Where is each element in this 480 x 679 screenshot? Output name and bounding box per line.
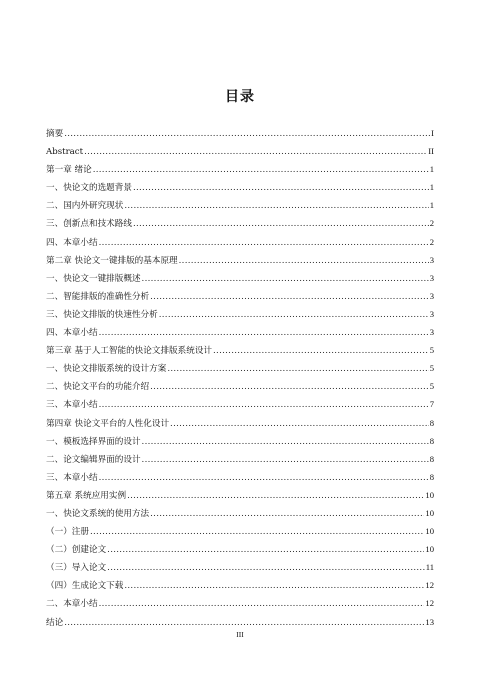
leader-dots: [150, 378, 429, 396]
toc-entry-page: 5: [429, 381, 434, 392]
leader-dots: [167, 360, 428, 378]
toc-entry-label: 结论: [46, 617, 64, 628]
toc-entry[interactable]: [46, 450, 434, 468]
toc-entry[interactable]: [46, 214, 434, 232]
leader-dots: [93, 161, 429, 179]
leader-dots: [99, 324, 429, 342]
toc-entry-page: 7: [429, 399, 434, 410]
leader-dots: [133, 215, 429, 233]
toc-entry-label: 一、模板选择界面的设计: [46, 436, 141, 447]
toc-entry[interactable]: [46, 269, 434, 287]
toc-entry[interactable]: [46, 540, 434, 558]
toc-entry-page: I: [431, 128, 434, 138]
toc-entry[interactable]: [46, 395, 434, 413]
toc-entry-chapter-4[interactable]: [46, 414, 434, 432]
toc-entry-label: 二、本章小结: [46, 599, 98, 610]
toc-entry-page: 3: [429, 327, 434, 338]
toc-entry-abstract-cn[interactable]: [46, 124, 434, 142]
toc-entry-page: 3: [429, 272, 434, 283]
toc-entry-chapter-5[interactable]: [46, 486, 434, 504]
toc-entry-label: 三、快论文排版的快速性分析: [46, 309, 158, 320]
toc-entry-label: 三、创新点和技术路线: [46, 219, 132, 230]
leader-dots: [99, 396, 429, 414]
toc-entry-page: 11: [425, 562, 434, 573]
toc-entry-label: 四、本章小结: [46, 328, 98, 339]
toc-entry[interactable]: [46, 323, 434, 341]
leader-dots: [142, 433, 429, 451]
toc-entry-label: 一、快论文系统的使用方法: [46, 508, 150, 519]
toc-entry-page: 5: [429, 363, 434, 374]
toc-entry-page: 10: [425, 526, 434, 537]
toc-entry-abstract-en[interactable]: [46, 142, 434, 160]
toc-entry-page: 8: [429, 453, 434, 464]
toc-entry-page: 1: [429, 164, 434, 175]
toc-entry[interactable]: [46, 287, 434, 305]
page-number: III: [236, 630, 244, 639]
toc-entry[interactable]: [46, 558, 434, 576]
leader-dots: [99, 469, 429, 487]
leader-dots: [84, 143, 427, 161]
toc-entry[interactable]: [46, 468, 434, 486]
toc-entry-page: 1: [429, 182, 434, 193]
toc-entry-chapter-1[interactable]: [46, 160, 434, 178]
toc-entry-page: 2: [429, 236, 434, 247]
leader-dots: [90, 523, 424, 541]
toc-entry-page: 1: [429, 200, 434, 211]
toc-entry-label: Abstract: [46, 147, 84, 158]
toc-entry-page: II: [428, 146, 434, 157]
leader-dots: [127, 487, 424, 505]
toc-entry-page: 13: [425, 616, 434, 627]
toc-entry-chapter-3[interactable]: [46, 341, 434, 359]
toc-entry-page: 8: [429, 471, 434, 482]
toc-entry[interactable]: [46, 504, 434, 522]
toc-entry-label: 一、快论文的选题背景: [46, 183, 132, 194]
leader-dots: [179, 252, 429, 270]
toc-entry-label: 一、快论文一键排版概述: [46, 273, 141, 284]
leader-dots: [133, 179, 429, 197]
toc-entry-page: 8: [429, 417, 434, 428]
toc-entry-page: 3: [429, 254, 434, 265]
toc-entry-chapter-2[interactable]: [46, 251, 434, 269]
leader-dots: [124, 577, 424, 595]
leader-dots: [107, 559, 425, 577]
toc-entry-label: 第三章 基于人工智能的快论文排版系统设计: [46, 346, 213, 357]
toc-entry[interactable]: [46, 522, 434, 540]
toc-entry-label: 三、本章小结: [46, 400, 98, 411]
leader-dots: [142, 451, 429, 469]
toc-entry[interactable]: [46, 432, 434, 450]
toc-entry-page: 12: [425, 580, 434, 591]
toc-entry-label: （三）导入论文: [46, 563, 107, 574]
leader-dots: [99, 234, 429, 252]
toc-entry[interactable]: [46, 196, 434, 214]
toc-list: [46, 124, 434, 631]
leader-dots: [159, 306, 429, 324]
toc-entry-page: 10: [425, 507, 434, 518]
toc-title: 目录: [225, 89, 255, 105]
toc-entry-label: （四）生成论文下载: [46, 581, 124, 592]
toc-entry-page: 2: [429, 218, 434, 229]
toc-entry-page: 12: [425, 598, 434, 609]
toc-entry-label: 第二章 快论文一键排版的基本原理: [46, 255, 178, 266]
leader-dots: [99, 595, 425, 613]
toc-entry-page: 3: [429, 308, 434, 319]
leader-dots: [150, 505, 424, 523]
toc-entry[interactable]: [46, 594, 434, 612]
toc-entry-label: 一、快论文排版系统的设计方案: [46, 364, 167, 375]
toc-entry-label: 二、智能排版的准确性分析: [46, 291, 150, 302]
leader-dots: [124, 197, 428, 215]
toc-entry[interactable]: [46, 359, 434, 377]
toc-entry-label: 摘要: [46, 129, 64, 139]
toc-entry-label: （一）注册: [46, 527, 89, 538]
leader-dots: [107, 541, 424, 559]
toc-entry-page: 8: [429, 435, 434, 446]
toc-entry[interactable]: [46, 377, 434, 395]
leader-dots: [64, 614, 424, 632]
leader-dots: [64, 125, 430, 143]
toc-entry-label: 二、国内外研究现状: [46, 201, 124, 212]
toc-entry-page: 10: [425, 489, 434, 500]
toc-entry-label: 三、本章小结: [46, 472, 98, 483]
toc-entry[interactable]: [46, 233, 434, 251]
toc-entry-conclusion[interactable]: [46, 613, 434, 631]
toc-entry[interactable]: [46, 305, 434, 323]
toc-entry-page: 10: [425, 544, 434, 555]
toc-entry-label: 第一章 绪论: [46, 165, 92, 176]
toc-entry-label: （二）创建论文: [46, 545, 107, 556]
toc-entry[interactable]: [46, 178, 434, 196]
leader-dots: [170, 415, 429, 433]
toc-entry-page: 3: [429, 290, 434, 301]
leader-dots: [150, 288, 429, 306]
toc-entry-label: 第四章 快论文平台的人性化设计: [46, 418, 170, 429]
toc-entry-label: 第五章 系统应用实例: [46, 490, 127, 501]
leader-dots: [213, 342, 429, 360]
toc-entry-label: 二、论文编辑界面的设计: [46, 454, 141, 465]
toc-entry-label: 二、快论文平台的功能介绍: [46, 382, 150, 393]
toc-entry[interactable]: [46, 576, 434, 594]
toc-entry-label: 四、本章小结: [46, 237, 98, 248]
toc-entry-page: 5: [429, 345, 434, 356]
leader-dots: [142, 270, 429, 288]
